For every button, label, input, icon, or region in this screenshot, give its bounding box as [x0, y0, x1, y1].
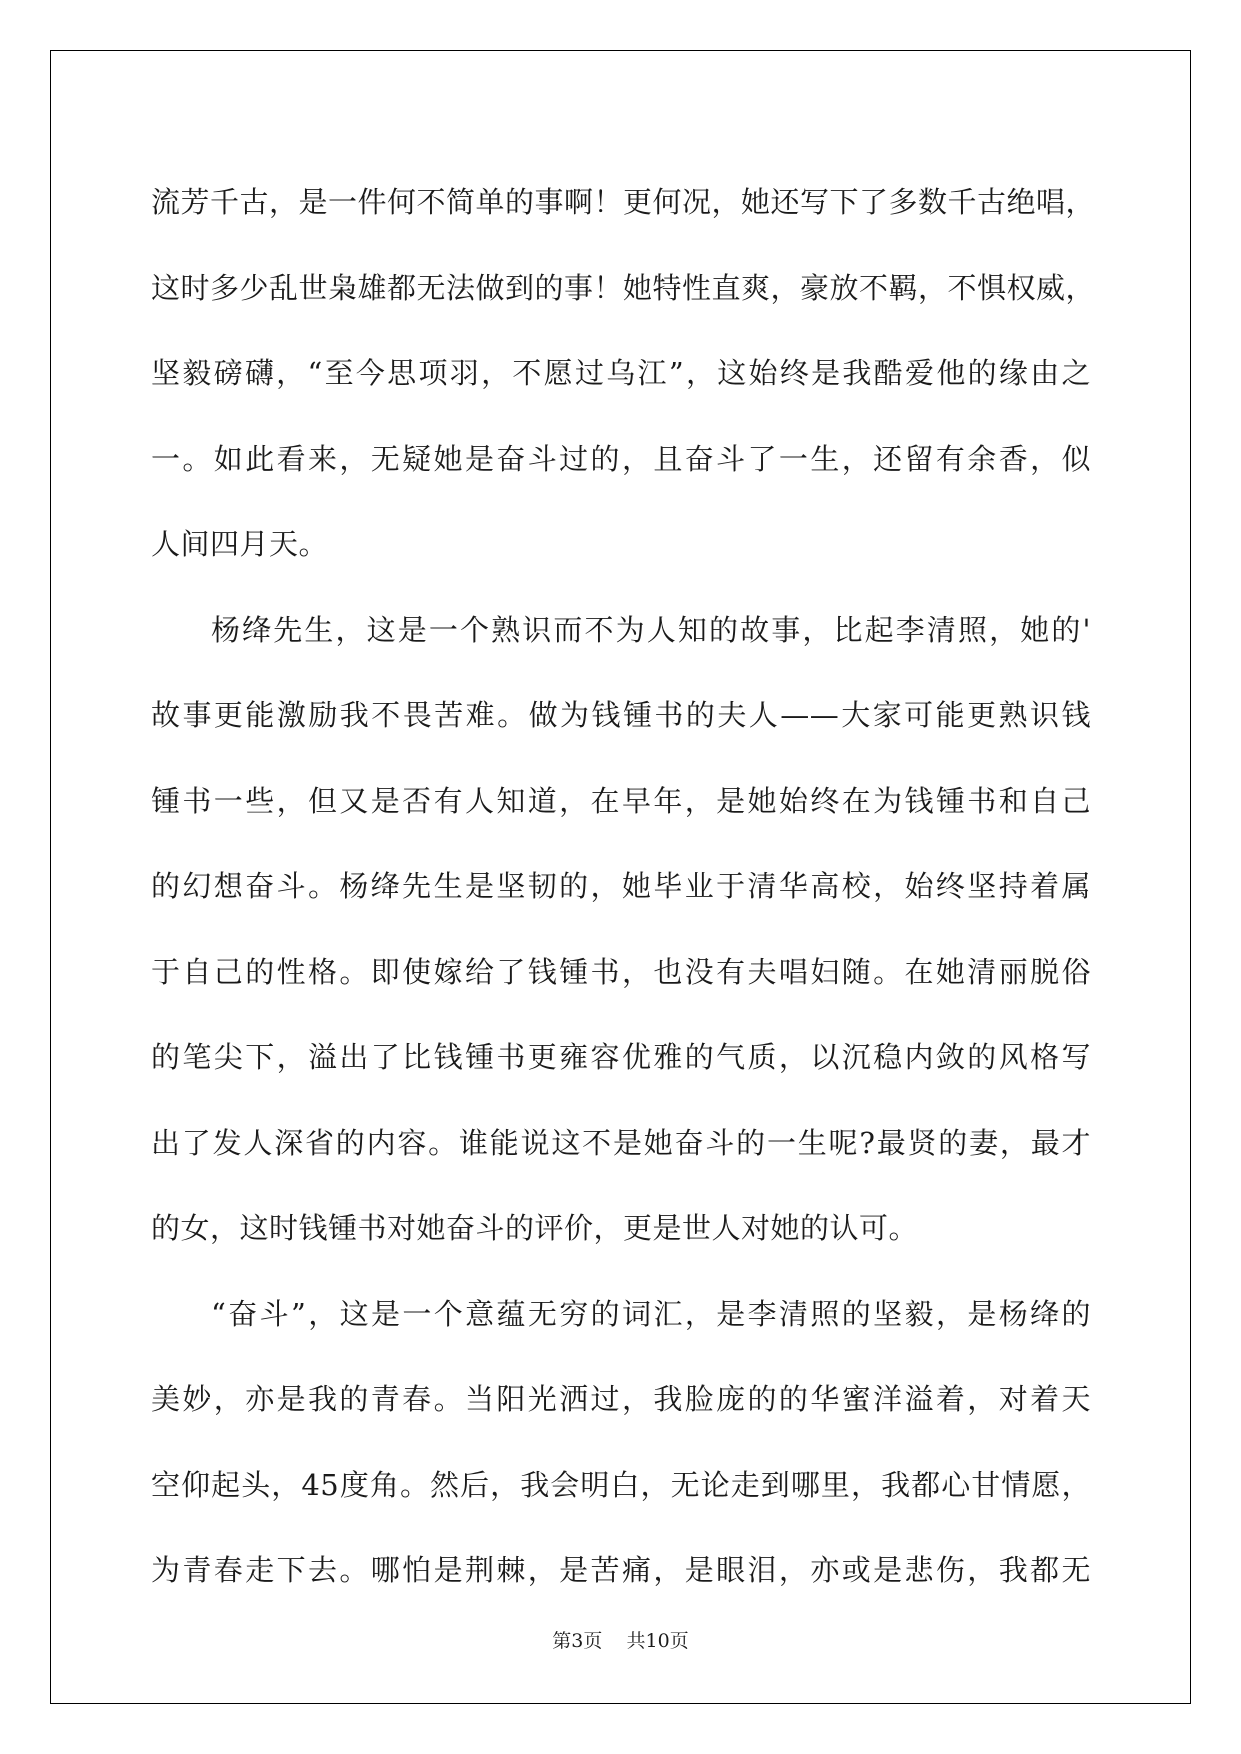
text-line: 故事更能激励我不畏苦难。做为钱锺书的夫人——大家可能更熟识钱 — [151, 698, 1091, 732]
page-footer — [0, 1629, 1241, 1653]
text-line: “奋斗”，这是一个意蕴无穷的词汇，是李清照的坚毅，是杨绛的 — [211, 1296, 1091, 1331]
text-line: 人间四月天。 — [151, 527, 329, 561]
page-number: 第3页 — [552, 1630, 603, 1652]
page-total: 共10页 — [626, 1630, 689, 1652]
text-line: 的笔尖下，溢出了比钱锺书更雍容优雅的气质，以沉稳内敛的风格写 — [151, 1040, 1091, 1074]
text-line: 的幻想奋斗。杨绛先生是坚韧的，她毕业于清华高校，始终坚持着属 — [151, 869, 1091, 903]
text-line: 美妙，亦是我的青春。当阳光洒过，我脸庞的的华蜜洋溢着，对着天 — [151, 1382, 1091, 1416]
text-line: 的女，这时钱锺书对她奋斗的评价，更是世人对她的认可。 — [151, 1211, 919, 1245]
text-line: 出了发人深省的内容。谁能说这不是她奋斗的一生呢?最贤的妻，最才 — [151, 1125, 1091, 1160]
text-line: 锺书一些，但又是否有人知道，在早年，是她始终在为钱锺书和自己 — [151, 783, 1091, 818]
text-line: 一。如此看来，无疑她是奋斗过的，且奋斗了一生，还留有余香，似 — [151, 441, 1091, 476]
text-line: 这时多少乱世枭雄都无法做到的事！她特性直爽，豪放不羁，不惧权威， — [151, 270, 1096, 305]
text-line: 流芳千古，是一件何不简单的事啊！更何况，她还写下了多数千古绝唱， — [151, 185, 1096, 219]
body-text — [151, 160, 1096, 1614]
text-line: 为青春走下去。哪怕是荆棘，是苦痛，是眼泪，亦或是悲伤，我都无 — [151, 1553, 1091, 1587]
text-line: 空仰起头，45度角。然后，我会明白，无论走到哪里，我都心甘情愿， — [151, 1467, 1091, 1502]
text-line: 于自己的性格。即使嫁给了钱锺书，也没有夫唱妇随。在她清丽脱俗 — [151, 954, 1091, 989]
text-line: 杨绛先生，这是一个熟识而不为人知的故事，比起李清照，她的' — [211, 612, 1091, 647]
text-line: 坚毅磅礴，“至今思项羽，不愿过乌江”，这始终是我酷爱他的缘由之 — [151, 356, 1091, 390]
